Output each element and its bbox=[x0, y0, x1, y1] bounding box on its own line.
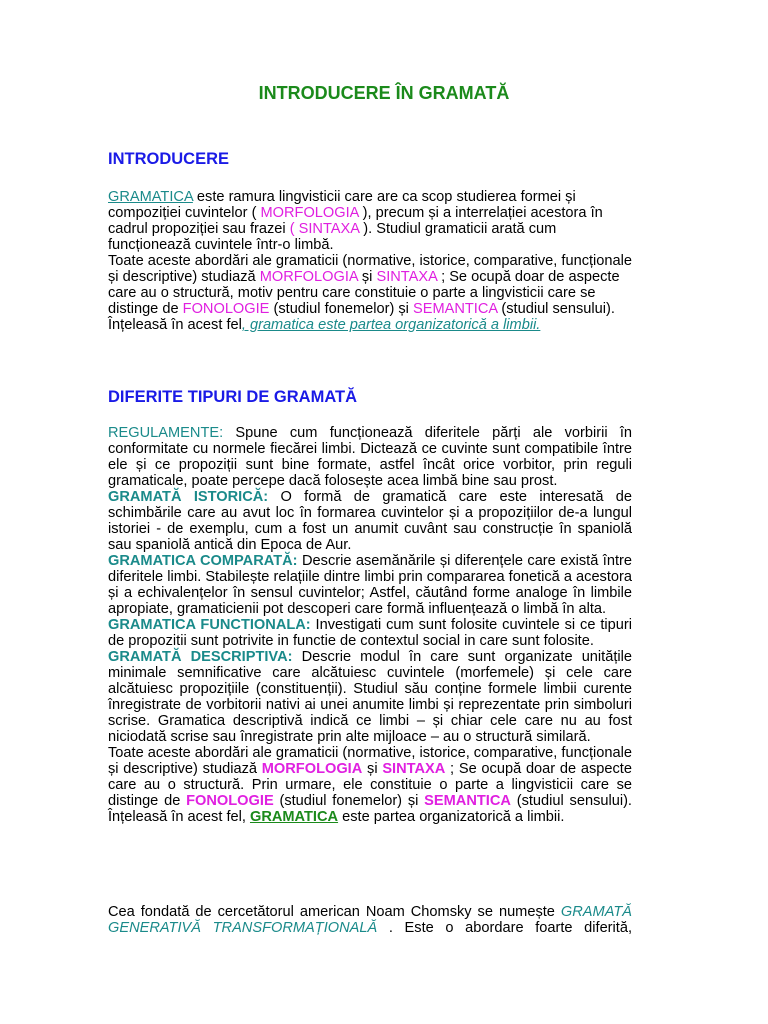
fonologie-term: FONOLOGIE bbox=[182, 301, 270, 317]
sintaxa-term: SINTAXA bbox=[376, 269, 438, 285]
istorica-paragraph: GRAMATĂ ISTORICĂ: O formă de gramatică care este interesată de schimbările care au avut loc în formarea cuvintelor și a propozițiilor de-a lungul istoriei - de exemplu, cum a fost un anumit cuvânt sau construcție în spaniolă sau spaniolă antică din Epoca de Aur. bbox=[108, 489, 633, 553]
regulamente-paragraph: REGULAMENTE: Spune cum funcționează diferitele părți ale vorbirii în conformitate cu normele fiecărei limbi. Dictează ce cuvinte sunt compatibile între ele și ce propoziții sunt bine formate, astfel încât orice vorbitor, prin reguli gramaticale, poate percepe dacă folosește acea limbă bine sau prost. bbox=[108, 425, 632, 489]
regulamente-label: REGULAMENTE: bbox=[108, 425, 224, 441]
descriptiva-paragraph: GRAMATĂ DESCRIPTIVA: Descrie modul în care sunt organizate unitățile minimale semnificative care alcătuiesc cuvintele (morfemele) și cele care alcătuiesc propozițiile (constituenții). Studiul său conține formele limbii curente înregistrate de vorbitorii nativi ai unei anumite limbi și reprezentate prin simboluri scrise. Gramatica descriptivă indică ce limbi – și chiar cele care nu au fost niciodată scrise sau înregistrate prin alte mijloace – au o structură similară. bbox=[108, 649, 632, 745]
organizational-link[interactable]: , gramatica este partea organizatorică a limbii. bbox=[241, 317, 541, 333]
types-section bbox=[108, 425, 632, 825]
chomsky-paragraph: Cea fondată de cercetătorul american Noam Chomsky se numește GRAMATĂ GENERATIVĂ TRANSFORMAȚIONALĂ . Este o abordare foarte diferită, bbox=[108, 904, 633, 936]
summary-paragraph: Toate aceste abordări ale gramaticii (normative, istorice, comparative, funcționale și descriptive) studiază MORFOLOGIA și SINTAXA ; Se ocupă doar de aspecte care au o structură. Prin urmare, ele constituie o parte a lingvisticii care se distinge de FONOLOGIE (studiul fonemelor) și SEMANTICA (studiul sensului). Înțeleasă în acest fel, GRAMATICA este partea organizatorică a limbii. bbox=[108, 745, 632, 825]
functionala-label: GRAMATICA FUNCTIONALA: bbox=[108, 617, 311, 633]
chomsky-section bbox=[108, 904, 632, 936]
morfologia-term: MORFOLOGIA bbox=[260, 205, 359, 221]
semantica-term: SEMANTICA bbox=[424, 793, 511, 809]
descriptiva-label: GRAMATĂ DESCRIPTIVA: bbox=[108, 649, 293, 665]
morfologia-term: MORFOLOGIA bbox=[259, 269, 358, 285]
sintaxa-term: SINTAXA bbox=[382, 761, 446, 777]
section-heading-tipuri: DIFERITE TIPURI DE GRAMATĂ bbox=[108, 388, 358, 406]
gramatica-link[interactable]: GRAMATICA bbox=[108, 189, 193, 205]
sintaxa-term: ( SINTAXA bbox=[289, 221, 360, 237]
morfologia-term: MORFOLOGIA bbox=[261, 761, 363, 777]
comparata-paragraph: GRAMATICA COMPARATĂ: Descrie asemănările și diferențele care există între diferitele limbi. Stabilește relațiile dintre limbi prin compararea fonetică a acestora și a echivalențelor în sensul cuvintelor; Astfel, căutând forme analoge în limbile apropiate, gramaticienii pot descoperi care formă influențează o limbă în alta. bbox=[108, 553, 632, 617]
gramatica-link[interactable]: GRAMATICA bbox=[249, 809, 339, 825]
semantica-term: SEMANTICA bbox=[412, 301, 498, 317]
generativa-term: GRAMATĂ GENERATIVĂ TRANSFORMAȚIONALĂ bbox=[108, 904, 632, 936]
istorica-label: GRAMATĂ ISTORICĂ: bbox=[108, 489, 269, 505]
page-title: INTRODUCERE ÎN GRAMATĂ bbox=[258, 83, 510, 103]
intro-paragraph-2: Toate aceste abordări ale gramaticii (normative, istorice, comparative, funcționale și descriptive) studiază MORFOLOGIA și SINTAXA ; Se ocupă doar de aspecte care au o structură, motiv pentru care constituie o parte a lingvisticii care se distinge de FONOLOGIE (studiul fonemelor) și SEMANTICA (studiul sensului). bbox=[108, 253, 632, 317]
section-heading-introducere: INTRODUCERE bbox=[108, 150, 230, 168]
intro-paragraph-3: Înțeleasă în acest fel, gramatica este partea organizatorică a limbii. bbox=[108, 317, 541, 333]
intro-section bbox=[108, 189, 632, 333]
intro-paragraph-1: GRAMATICA este ramura lingvisticii care are ca scop studierea formei și compoziției cuvintelor ( MORFOLOGIA ), precum și a interrelației acestora în cadrul propoziției sau frazei ( SINTAXA ). Studiul gramaticii arată cum funcționează cuvintele într-o limbă. bbox=[108, 189, 603, 253]
functionala-paragraph: GRAMATICA FUNCTIONALA: Investigati cum sunt folosite cuvintele si ce tipuri de propozitii sunt potrivite in functie de contextul social in care sunt folosite. bbox=[108, 617, 632, 649]
fonologie-term: FONOLOGIE bbox=[186, 793, 274, 809]
comparata-label: GRAMATICA COMPARATĂ: bbox=[108, 553, 298, 569]
